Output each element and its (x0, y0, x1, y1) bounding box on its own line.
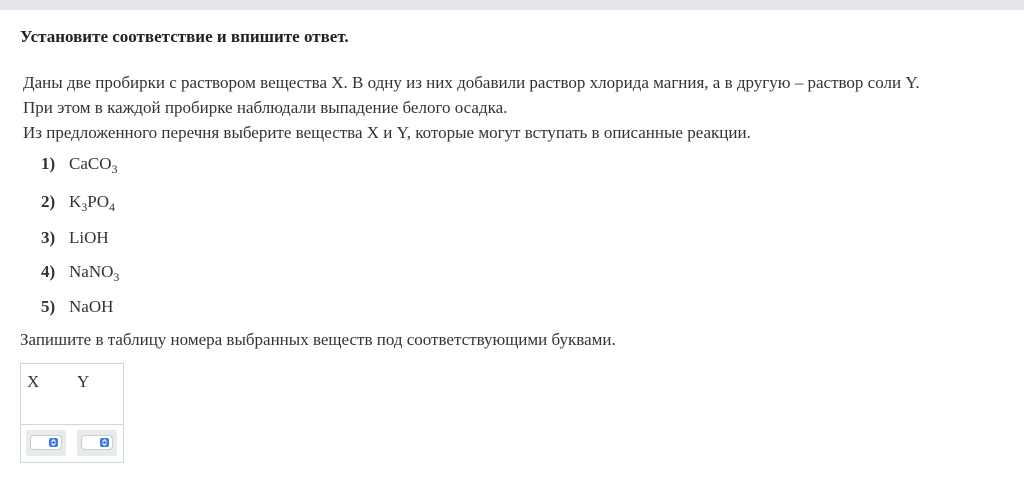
task-line: При этом в каждой пробирке наблюдали выпадение белого осадка. (23, 98, 508, 117)
answer-instruction: Запишите в таблицу номера выбранных веществ под соответствующими буквами. (20, 330, 616, 349)
task-line: Даны две пробирки с раствором вещества X. В одну из них добавили раствор хлорида магния, а в другую – раствор соли Y. (23, 73, 920, 92)
answer-table-header (21, 364, 123, 425)
option-formula: NaOH (69, 297, 114, 316)
option-formula: NaNO$_3$ (69, 262, 120, 284)
option-formula: LiOH (69, 228, 109, 247)
task-line: Из предложенного перечня выберите вещества X и Y, которые могут вступать в описанные реакции. (23, 123, 751, 142)
option-3 (41, 228, 109, 248)
option-number: 4) (41, 262, 56, 281)
task-title: Установите соответствие и впишите ответ. (20, 27, 349, 46)
column-x-label: X (27, 372, 40, 391)
column-y-label: Y (77, 372, 90, 391)
option-number: 3) (41, 228, 56, 247)
answer-cell-x (26, 430, 66, 456)
option-number: 1) (41, 154, 56, 173)
task-description (23, 70, 920, 145)
select-arrows-icon (100, 438, 109, 447)
option-number: 5) (41, 297, 56, 316)
answer-select-x[interactable] (30, 435, 62, 450)
answer-table (20, 363, 124, 463)
option-4 (41, 262, 119, 285)
answer-select-y[interactable] (81, 435, 113, 450)
option-2 (41, 192, 115, 215)
option-number: 2) (41, 192, 56, 211)
option-formula: $K_3PO_4$ (69, 192, 116, 214)
top-bar (0, 0, 1024, 10)
option-formula: CaCO$_3$ (69, 154, 118, 176)
answer-cell-y (77, 430, 117, 456)
option-5 (41, 297, 113, 317)
option-1 (41, 154, 118, 177)
select-arrows-icon (49, 438, 58, 447)
